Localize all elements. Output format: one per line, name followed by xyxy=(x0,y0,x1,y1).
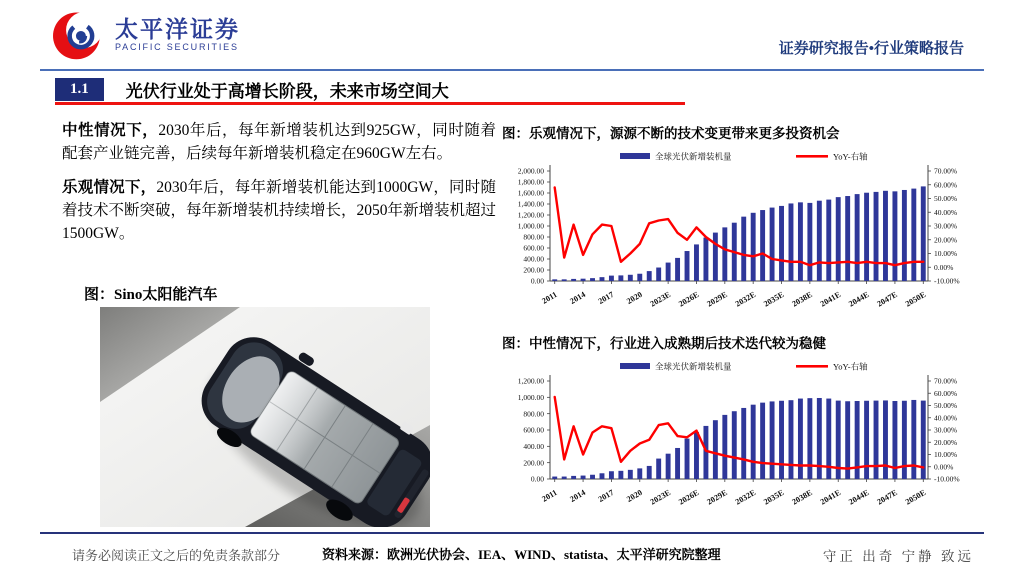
svg-text:2038E: 2038E xyxy=(790,289,814,309)
svg-text:60.00%: 60.00% xyxy=(934,180,958,190)
svg-text:800.00: 800.00 xyxy=(523,409,544,419)
svg-text:1,400.00: 1,400.00 xyxy=(517,199,544,209)
svg-text:40.00%: 40.00% xyxy=(934,207,958,217)
svg-text:2050E: 2050E xyxy=(903,289,928,309)
svg-text:600.00: 600.00 xyxy=(523,425,544,435)
svg-text:2044E: 2044E xyxy=(847,487,871,507)
page-title: 光伏行业处于高增长阶段，未来市场空间大 xyxy=(125,82,449,101)
svg-text:400.00: 400.00 xyxy=(523,441,544,451)
svg-text:2047E: 2047E xyxy=(875,289,899,309)
paragraph-neutral xyxy=(62,119,496,166)
solar-car-figure xyxy=(100,307,430,527)
svg-text:2041E: 2041E xyxy=(818,487,843,507)
svg-text:2029E: 2029E xyxy=(705,289,729,309)
svg-text:2014: 2014 xyxy=(568,487,588,504)
svg-text:60.00%: 60.00% xyxy=(934,388,958,398)
svg-text:1,200.00: 1,200.00 xyxy=(517,376,544,386)
footer-source: 资料来源：欧洲光伏协会、IEA、WIND、statista、太平洋研究院整理 xyxy=(322,547,721,562)
svg-text:600.00: 600.00 xyxy=(523,243,544,253)
svg-text:40.00%: 40.00% xyxy=(934,413,958,423)
svg-text:0.00: 0.00 xyxy=(530,474,544,484)
brand-logo xyxy=(52,8,240,62)
svg-text:70.00%: 70.00% xyxy=(934,166,958,176)
svg-text:2035E: 2035E xyxy=(762,289,786,309)
paragraph-optimistic-lead: 乐观情况下， xyxy=(62,178,157,196)
svg-text:2011: 2011 xyxy=(540,487,559,504)
svg-text:800.00: 800.00 xyxy=(523,232,544,242)
svg-text:2035E: 2035E xyxy=(762,487,786,507)
chart-optimistic-title: 图：乐观情况下，源源不断的技术变更带来更多投资机会 xyxy=(502,126,840,141)
svg-text:1,600.00: 1,600.00 xyxy=(517,188,544,198)
chart-neutral xyxy=(500,332,978,512)
svg-text:200.00: 200.00 xyxy=(523,458,544,468)
svg-text:2023E: 2023E xyxy=(648,487,673,507)
pacific-securities-logo-icon xyxy=(52,8,108,62)
svg-text:2023E: 2023E xyxy=(648,289,673,309)
svg-text:50.00%: 50.00% xyxy=(934,194,958,204)
svg-text:0.00: 0.00 xyxy=(530,276,544,286)
svg-text:10.00%: 10.00% xyxy=(934,249,958,259)
svg-text:-10.00%: -10.00% xyxy=(934,474,960,484)
svg-text:1,000.00: 1,000.00 xyxy=(517,392,544,402)
svg-text:20.00%: 20.00% xyxy=(934,235,958,245)
svg-text:2026E: 2026E xyxy=(677,289,701,309)
svg-text:10.00%: 10.00% xyxy=(934,450,958,460)
svg-text:0.00%: 0.00% xyxy=(934,262,954,272)
svg-text:20.00%: 20.00% xyxy=(934,437,958,447)
footer-motto: 守正 出奇 宁静 致远 xyxy=(822,549,974,564)
header-divider xyxy=(40,69,984,71)
svg-text:2017: 2017 xyxy=(596,289,616,306)
paragraph-neutral-body: 2030年后，每年新增装机达到925GW，同时随着配套产业链完善，后续每年新增装机稳定在960GW左右。 xyxy=(62,122,496,163)
svg-text:2011: 2011 xyxy=(540,289,559,306)
paragraph-optimistic xyxy=(62,176,496,246)
chart-neutral-title: 图：中性情况下，行业进入成熟期后技术迭代较为稳健 xyxy=(502,336,826,351)
neutral-bar-line-chart xyxy=(500,355,978,511)
chart-optimistic xyxy=(500,122,978,314)
section-header xyxy=(55,77,449,102)
svg-text:2014: 2014 xyxy=(568,289,588,306)
svg-text:50.00%: 50.00% xyxy=(934,401,958,411)
report-type-label: 证券研究报告•行业策略报告 xyxy=(778,41,964,57)
svg-text:2017: 2017 xyxy=(596,487,616,504)
svg-text:2026E: 2026E xyxy=(677,487,701,507)
svg-text:YoY-右轴: YoY-右轴 xyxy=(833,361,868,372)
logo-english-name: PACIFIC SECURITIES xyxy=(115,42,239,53)
svg-text:2032E: 2032E xyxy=(733,289,758,309)
svg-text:1,200.00: 1,200.00 xyxy=(517,210,544,220)
svg-text:2020: 2020 xyxy=(625,487,644,504)
svg-text:全球光伏新增装机量: 全球光伏新增装机量 xyxy=(655,151,732,162)
svg-text:2029E: 2029E xyxy=(705,487,729,507)
svg-text:YoY-右轴: YoY-右轴 xyxy=(833,151,868,162)
footer-divider xyxy=(40,532,984,534)
svg-text:0.00%: 0.00% xyxy=(934,462,954,472)
svg-text:400.00: 400.00 xyxy=(523,254,544,264)
figure-caption: 图：Sino太阳能汽车 xyxy=(84,287,218,303)
svg-text:200.00: 200.00 xyxy=(523,265,544,275)
svg-text:2047E: 2047E xyxy=(875,487,899,507)
logo-chinese-name: 太平洋证券 xyxy=(115,16,240,43)
svg-text:1,800.00: 1,800.00 xyxy=(517,177,544,187)
paragraph-neutral-lead: 中性情况下， xyxy=(62,122,159,139)
svg-text:70.00%: 70.00% xyxy=(934,376,958,386)
title-red-underline xyxy=(55,102,685,105)
svg-text:2038E: 2038E xyxy=(790,487,814,507)
footer-disclaimer: 请务必阅读正文之后的免责条款部分 xyxy=(72,548,281,563)
solar-car-image xyxy=(100,307,430,527)
summary-text xyxy=(62,119,496,255)
svg-text:2,000.00: 2,000.00 xyxy=(517,166,544,176)
section-number-badge: 1.1 xyxy=(55,78,104,101)
svg-text:全球光伏新增装机量: 全球光伏新增装机量 xyxy=(655,361,732,372)
svg-text:2032E: 2032E xyxy=(733,487,758,507)
svg-text:-10.00%: -10.00% xyxy=(934,276,960,286)
svg-text:1,000.00: 1,000.00 xyxy=(517,221,544,231)
paragraph-optimistic-body: 2030年后，每年新增装机能达到1000GW，同时随着技术不断突破，每年新增装机持续增长，2050年新增装机超过1500GW。 xyxy=(62,178,497,242)
svg-text:2050E: 2050E xyxy=(903,487,928,507)
svg-text:2020: 2020 xyxy=(625,289,644,306)
svg-text:30.00%: 30.00% xyxy=(934,221,958,231)
svg-text:30.00%: 30.00% xyxy=(934,425,958,435)
svg-text:2041E: 2041E xyxy=(818,289,843,309)
optimistic-bar-line-chart xyxy=(500,145,978,313)
svg-text:2044E: 2044E xyxy=(847,289,871,309)
